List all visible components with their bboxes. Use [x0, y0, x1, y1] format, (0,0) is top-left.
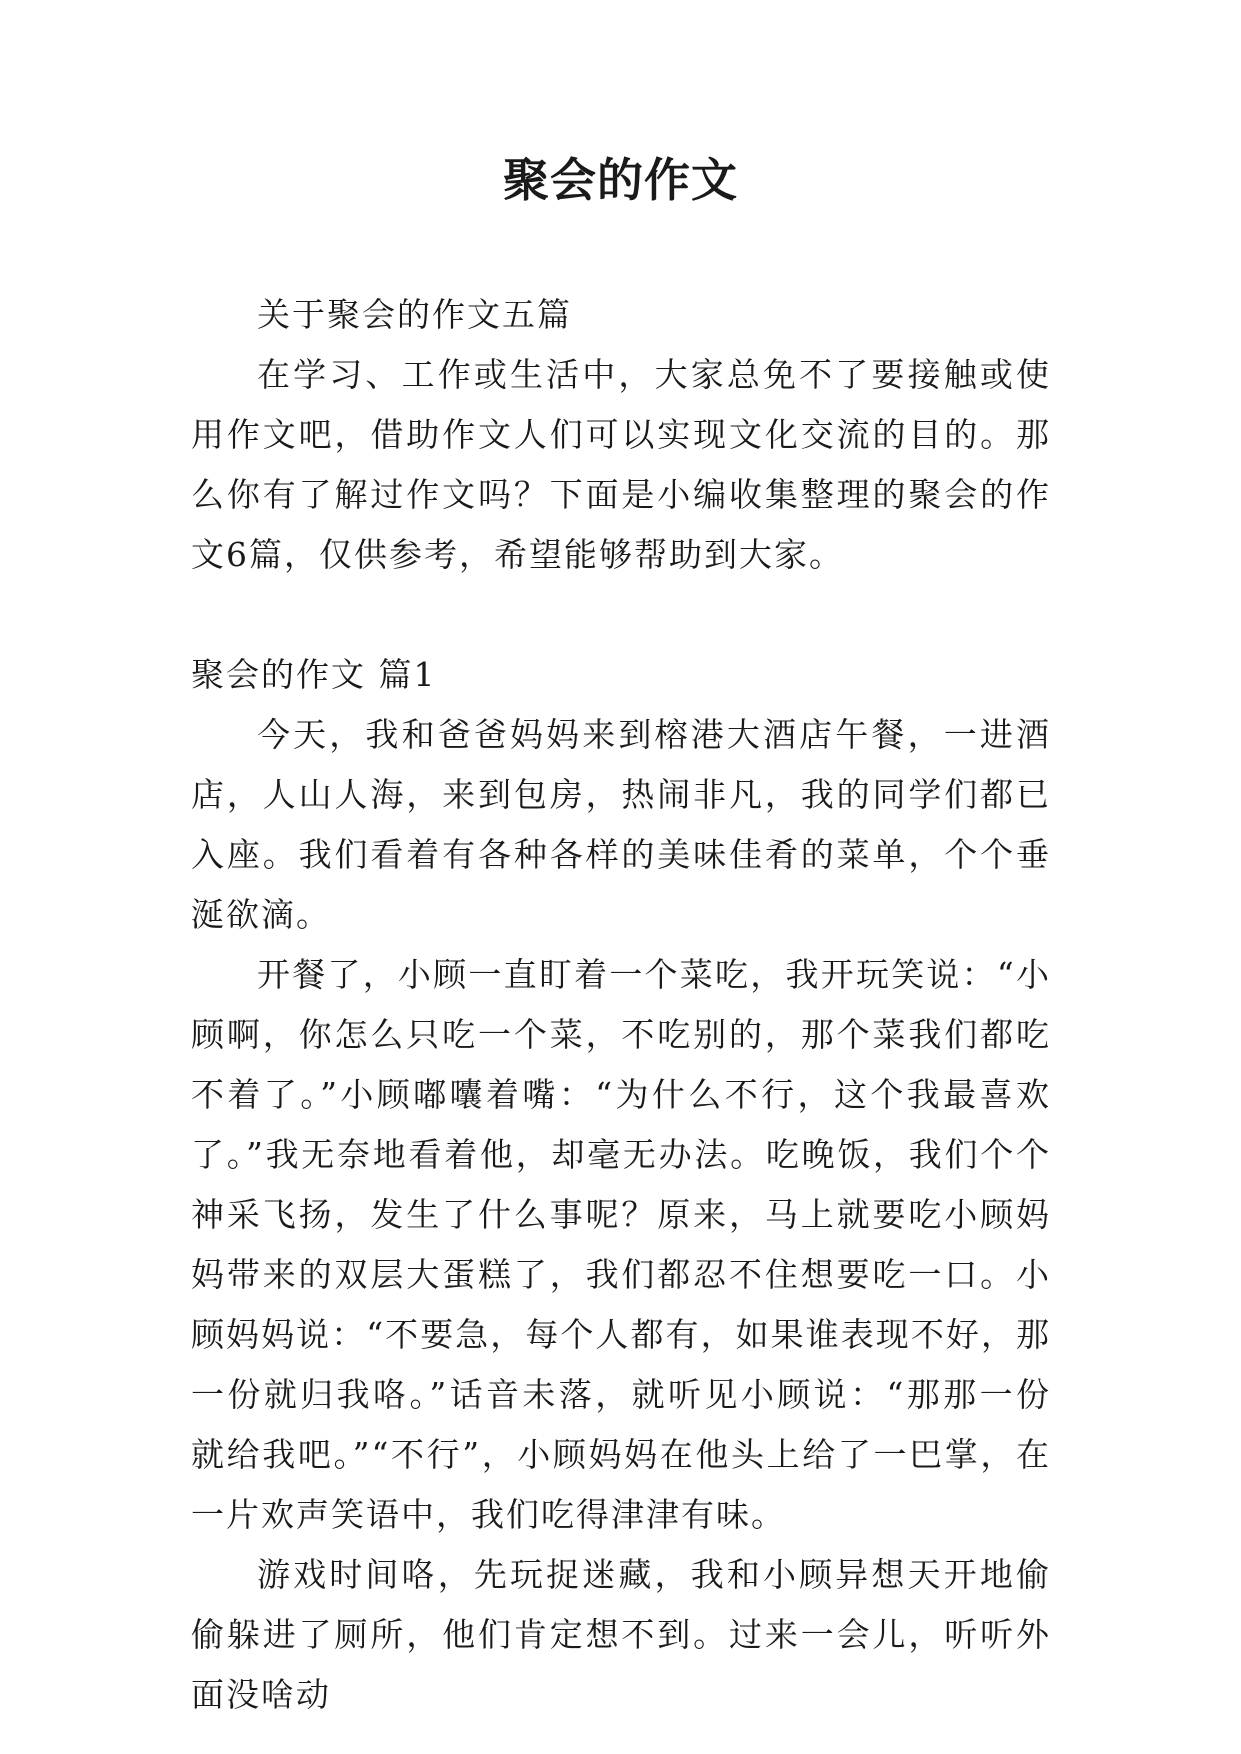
body-paragraph: 游戏时间咯，先玩捉迷藏，我和小顾异想天开地偷偷躲进了厕所，他们肯定想不到。过来一会儿，听听外面没啥动: [191, 1555, 1051, 1714]
subtitle: 关于聚会的作文五篇: [257, 295, 572, 334]
intro-paragraph: 在学习、工作或生活中，大家总免不了要接触或使用作文吧，借助作文人们可以实现文化交流的目的。那么你有了解过作文吗？下面是小编收集整理的聚会的作文6篇，仅供参考，希望能够帮助到大家。: [191, 355, 1051, 574]
section-spacer: [191, 585, 1051, 645]
document-title: 聚会的作文: [503, 153, 738, 207]
section-heading: 聚会的作文 篇1: [191, 655, 437, 694]
document-body: [191, 285, 1051, 1725]
body-paragraph: 开餐了，小顾一直盯着一个菜吃，我开玩笑说：“小顾啊，你怎么只吃一个菜，不吃别的，那个菜我们都吃不着了。”小顾嘟囔着嘴：“为什么不行，这个我最喜欢了。”我无奈地看着他，却毫无办法。吃晚饭，我们个个神采飞扬，发生了什么事呢？原来，马上就要吃小顾妈妈带来的双层大蛋糕了，我们都忍不住想要吃一口。小顾妈妈说：“不要急，每个人都有，如果谁表现不好，那一份就归我咯。”话音未落，就听见小顾说：“那那一份就给我吧。”“不行”，小顾妈妈在他头上给了一巴掌，在一片欢声笑语中，我们吃得津津有味。: [191, 955, 1051, 1534]
body-paragraph: 今天，我和爸爸妈妈来到榕港大酒店午餐，一进酒店，人山人海，来到包房，热闹非凡，我的同学们都已入座。我们看着有各种各样的美味佳肴的菜单，个个垂涎欲滴。: [191, 715, 1051, 934]
